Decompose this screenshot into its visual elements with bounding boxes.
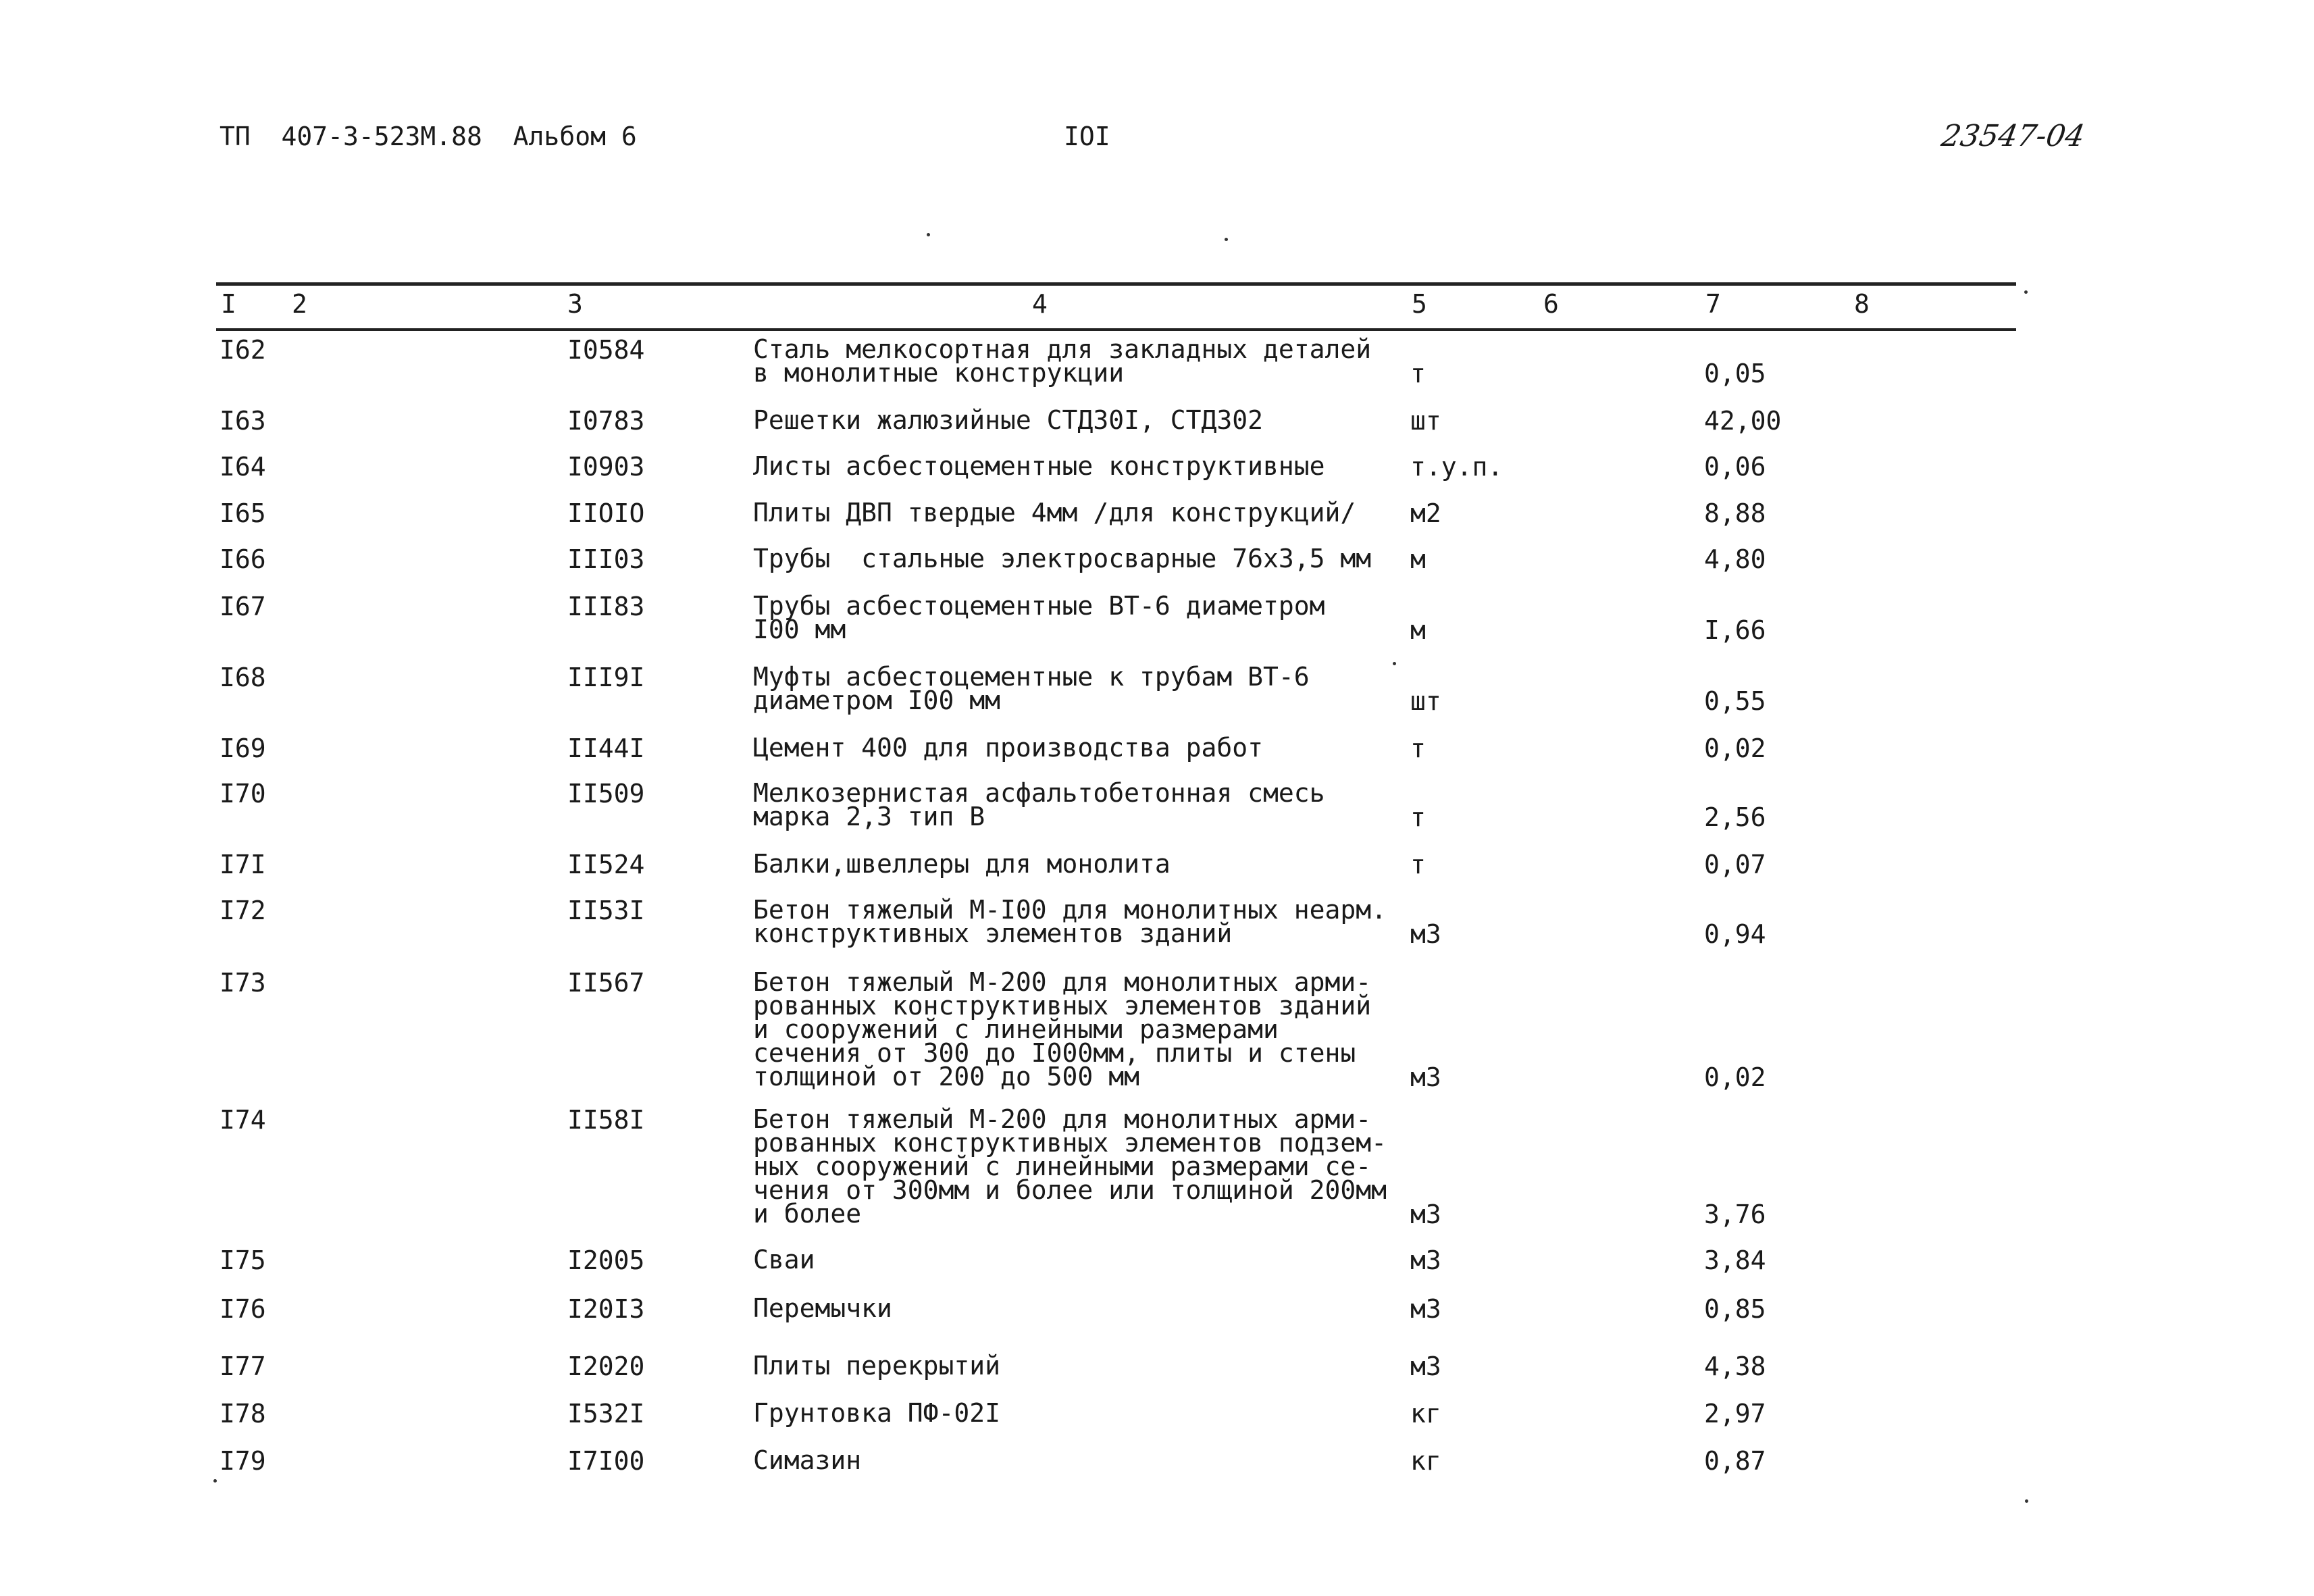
scan-speck xyxy=(927,233,930,236)
unit: т.у.п. xyxy=(1410,452,1503,482)
quantity: 42,00 xyxy=(1704,406,1782,436)
scan-speck xyxy=(2025,1499,2028,1503)
resource-name: Муфты асбестоцементные к трубам ВТ-6 диаметром I00 мм xyxy=(753,662,1310,715)
quantity: 0,94 xyxy=(1704,919,1766,949)
row-number: I77 xyxy=(220,1352,266,1381)
column-header-4: 4 xyxy=(1032,289,1048,319)
resource-name: Бетон тяжелый М-200 для монолитных арми- рованных конструктивных элементов зданий и сооружений с линейными размерами сечения от 300 до I000мм, плиты и стены толщиной от 200 до 500 мм xyxy=(753,967,1372,1091)
column-header-6: 6 xyxy=(1543,289,1559,319)
resource-code: II567 xyxy=(567,968,645,998)
column-header-8: 8 xyxy=(1854,289,1870,319)
unit: м xyxy=(1410,615,1426,645)
quantity: 2,97 xyxy=(1704,1399,1766,1428)
resource-name: Плиты перекрытий xyxy=(753,1351,1001,1381)
quantity: 4,80 xyxy=(1704,544,1766,574)
resource-code: I532I xyxy=(567,1399,645,1428)
unit: т xyxy=(1410,850,1426,879)
resource-name: Бетон тяжелый М-200 для монолитных арми- рованных конструктивных элементов подзем- ных сооружений с линейными размерами се- чения от 300мм и более или толщиной 200мм и более xyxy=(753,1104,1387,1229)
resource-code: II53I xyxy=(567,896,645,925)
quantity: 0,02 xyxy=(1704,733,1766,763)
page-number: IOI xyxy=(1064,122,1110,151)
quantity: 0,07 xyxy=(1704,850,1766,879)
unit: т xyxy=(1410,733,1426,763)
column-header-3: 3 xyxy=(567,289,583,319)
resource-code: III03 xyxy=(567,544,645,574)
row-number: I63 xyxy=(220,406,266,436)
row-number: I65 xyxy=(220,498,266,528)
resource-name: Сваи xyxy=(753,1245,815,1275)
row-number: I76 xyxy=(220,1294,266,1324)
quantity: 3,84 xyxy=(1704,1245,1766,1275)
row-number: I68 xyxy=(220,663,266,692)
unit: шт xyxy=(1410,406,1441,436)
quantity: 0,02 xyxy=(1704,1062,1766,1092)
resource-code: I7I00 xyxy=(567,1446,645,1476)
resource-code: III83 xyxy=(567,592,645,621)
resource-code: I2005 xyxy=(567,1245,645,1275)
resource-name: Перемычки xyxy=(753,1293,892,1323)
resource-code: III9I xyxy=(567,663,645,692)
resource-name: Листы асбестоцементные конструктивные xyxy=(753,451,1325,481)
resource-name: Решетки жалюзийные СТД30I, СТД302 xyxy=(753,405,1263,435)
column-header-row xyxy=(0,289,2314,323)
unit: м3 xyxy=(1410,1294,1441,1324)
scan-speck xyxy=(2024,290,2028,294)
row-number: I64 xyxy=(220,452,266,482)
quantity: 0,05 xyxy=(1704,359,1766,388)
resource-code: I0903 xyxy=(567,452,645,482)
unit: м3 xyxy=(1410,919,1441,949)
resource-code: II58I xyxy=(567,1105,645,1135)
scan-speck xyxy=(1225,238,1228,241)
column-header-5: 5 xyxy=(1412,289,1427,319)
unit: кг xyxy=(1410,1399,1441,1428)
resource-name: Трубы стальные электросварные 76х3,5 мм xyxy=(753,544,1372,573)
quantity: 4,38 xyxy=(1704,1352,1766,1381)
row-number: I66 xyxy=(220,544,266,574)
unit: м3 xyxy=(1410,1245,1441,1275)
header-bottom-rule xyxy=(216,328,2016,331)
resource-name: Бетон тяжелый М-I00 для монолитных неарм. конструктивных элементов зданий xyxy=(753,895,1387,948)
unit: шт xyxy=(1410,686,1441,716)
resource-name: Цемент 400 для производства работ xyxy=(753,733,1263,763)
row-number: I69 xyxy=(220,733,266,763)
unit: т xyxy=(1410,359,1426,388)
column-header-7: 7 xyxy=(1705,289,1721,319)
resource-name: Мелкозернистая асфальтобетонная смесь марка 2,3 тип В xyxy=(753,778,1325,831)
unit: м3 xyxy=(1410,1200,1441,1229)
resource-code: II509 xyxy=(567,779,645,808)
column-header-1: I xyxy=(221,289,236,319)
quantity: 8,88 xyxy=(1704,498,1766,528)
table-top-rule xyxy=(216,282,2016,286)
resource-name: Сталь мелкосортная для закладных деталей в монолитные конструкции xyxy=(753,334,1372,388)
quantity: 0,55 xyxy=(1704,686,1766,716)
document-code: ТП 407-3-523М.88 Альбом 6 xyxy=(220,122,637,151)
row-number: I67 xyxy=(220,592,266,621)
unit: м3 xyxy=(1410,1352,1441,1381)
quantity: 0,87 xyxy=(1704,1446,1766,1476)
row-number: I73 xyxy=(220,968,266,998)
resource-code: II44I xyxy=(567,733,645,763)
row-number: I7I xyxy=(220,850,266,879)
row-number: I70 xyxy=(220,779,266,808)
unit: кг xyxy=(1410,1446,1441,1476)
resource-code: I0584 xyxy=(567,335,645,365)
resource-code: IIOIO xyxy=(567,498,645,528)
resource-name: Трубы асбестоцементные ВТ-6 диаметром I00 мм xyxy=(753,591,1325,644)
row-number: I74 xyxy=(220,1105,266,1135)
unit: м3 xyxy=(1410,1062,1441,1092)
row-number: I79 xyxy=(220,1446,266,1476)
quantity: 0,85 xyxy=(1704,1294,1766,1324)
row-number: I75 xyxy=(220,1245,266,1275)
row-number: I62 xyxy=(220,335,266,365)
unit: т xyxy=(1410,802,1426,832)
unit: м xyxy=(1410,544,1426,574)
resource-name: Плиты ДВП твердые 4мм /для конструкций/ xyxy=(753,498,1356,527)
quantity: I,66 xyxy=(1704,615,1766,645)
scan-speck xyxy=(1393,662,1396,665)
quantity: 0,06 xyxy=(1704,452,1766,482)
resource-code: I0783 xyxy=(567,406,645,436)
resource-name: Грунтовка ПФ-02I xyxy=(753,1398,1001,1428)
quantity: 2,56 xyxy=(1704,802,1766,832)
unit: м2 xyxy=(1410,498,1441,528)
resource-code: I20I3 xyxy=(567,1294,645,1324)
row-number: I78 xyxy=(220,1399,266,1428)
inventory-number: 23547-04 xyxy=(1938,119,2088,153)
resource-name: Симазин xyxy=(753,1445,862,1475)
row-number: I72 xyxy=(220,896,266,925)
quantity: 3,76 xyxy=(1704,1200,1766,1229)
resource-code: II524 xyxy=(567,850,645,879)
column-header-2: 2 xyxy=(292,289,307,319)
resource-code: I2020 xyxy=(567,1352,645,1381)
scan-speck xyxy=(213,1479,217,1483)
resource-name: Балки,швеллеры для монолита xyxy=(753,849,1171,879)
